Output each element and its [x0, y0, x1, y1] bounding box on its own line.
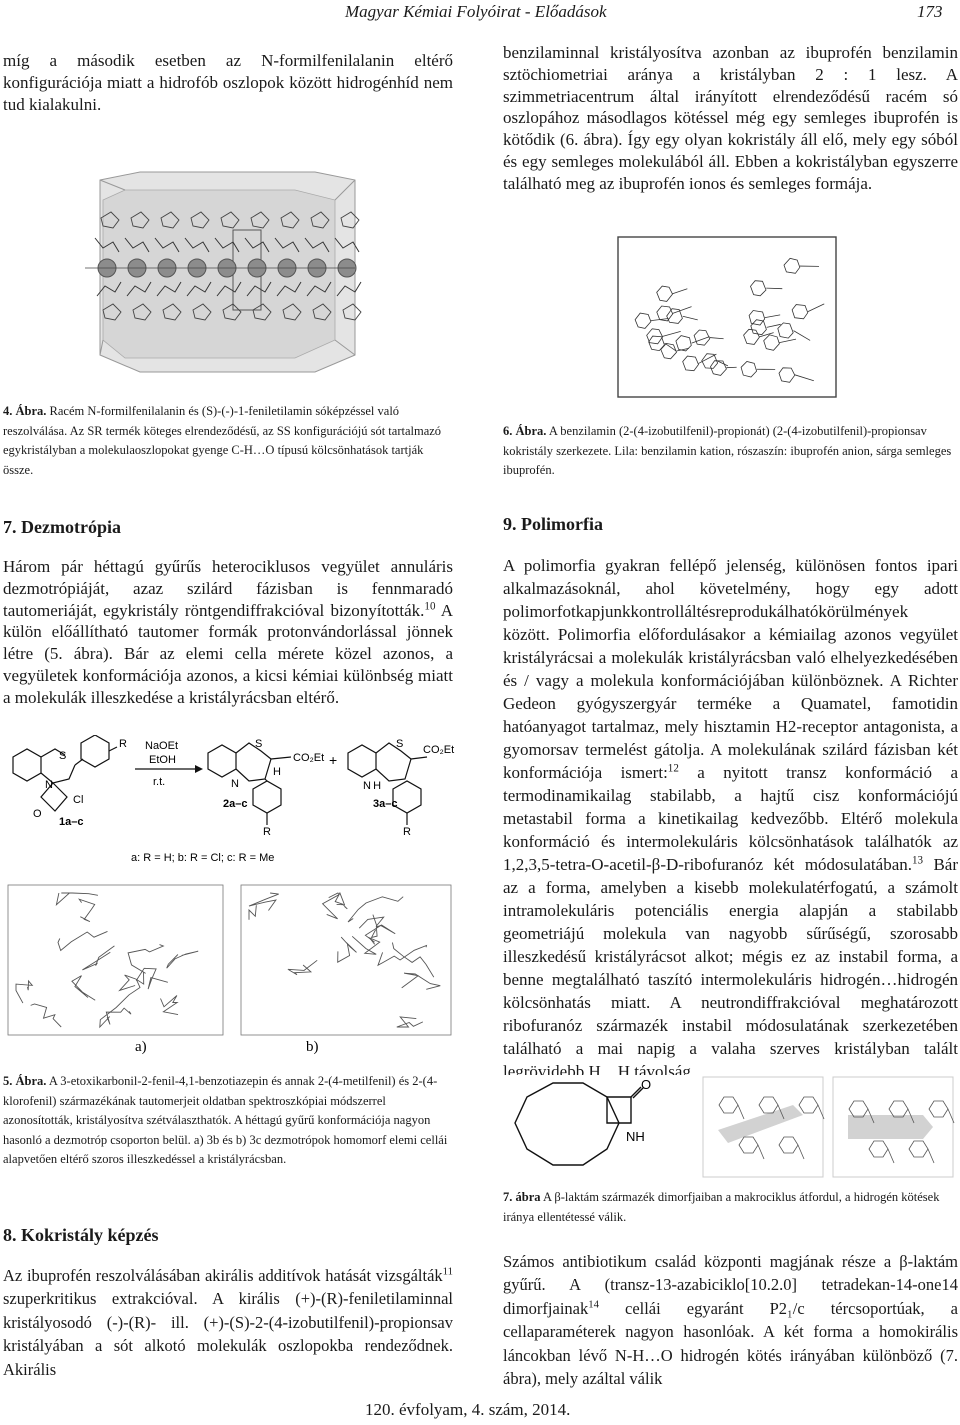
- figure-5-caption: [3, 1072, 453, 1170]
- final-text-b: cellái egyaránt P2₁/c tércsoportúak, a cellaparaméterek nagyon hasonlóak. A két forma a homokirális láncokban lévő N-H…O hidrogén kötés irányában különböző (7. ábra), mely azáltal válik: [503, 1298, 958, 1389]
- label-2a-c: 2a–c: [223, 798, 248, 810]
- atom-r-3: R: [403, 826, 411, 838]
- section-9-text-a: A polimorfia gyakran fellépő jelenség, különösen fontos ipari alkalmazásoknál, ahol követelmény, hogy egy adott polimorfotkapjunkkontrolláltésreprodukálhatókörülmények között. Polimorfia előfordulásakor a kémiailag azonos vegyület kristályrácsai a molekulák kristályrácsban való elhelyezkedésében és / vagy a molekula konformációjában különböznek. A Richter Gedeon gyógyszergyár terméke a Quamatel, famotidin hatóanyagot tartalmaz, mely hisztamin H2-receptor antagonista, a gyomorsav termelést gátolja. A molekulának szilárd fázisban két konformációja ismert:: [503, 556, 958, 782]
- figure-6-cocrystal: [613, 232, 841, 402]
- final-text-a: Számos antibiotikum család központi magjának része a β-laktám gyűrű. A (transz-13-azabiciklo[10.2.0] tetradekan-14-one14 dimorfjainak: [503, 1252, 958, 1318]
- dimorph-panel-1: [703, 1077, 824, 1177]
- section-8-title: 8. Kokristály képzés: [3, 1225, 159, 1245]
- figure-7-caption: [503, 1188, 958, 1227]
- atom-s-2: S: [255, 738, 263, 750]
- figure-7-caption-text: A β-laktám származék dimorfjaiban a makrociklus átfordul, a hidrogén kötések iránya ellentétessé válik.: [503, 1190, 940, 1224]
- figure-5-label: 5. Ábra.: [3, 1074, 47, 1088]
- label-1a-c: 1a–c: [59, 816, 84, 828]
- atom-o-7: O: [641, 1077, 652, 1092]
- panel-b-label: b): [306, 1039, 319, 1055]
- plus-sign: +: [329, 752, 338, 768]
- section-9-text-b: a nyitott transz konformáció a termodinamikailag stabilabb, a hajtű cisz konformációjú metastabil forma a kinetikailag kedvezőbb. Eltérő molekula konformáció és intermolekuláris kölcsönhatások találhatók az 1,2,3,5-tetra-O-acetil-β-D-ribofuranóz két módosulatában.: [503, 763, 959, 874]
- ref-10: 10: [424, 599, 436, 612]
- atom-n-2: N: [231, 778, 239, 790]
- section-7-title: 7. Dezmotrópia: [3, 517, 121, 537]
- section-7-text-a: Három pár héttagú gyűrűs heterociklusos vegyület annuláris dezmotrópiáját, azaz szilárd fázisban is fennmaradó tautomeriáját, egykristály röntgendiffrakcióval bizonyították.: [3, 557, 453, 620]
- compound-2: [208, 743, 291, 825]
- section-8-text: [3, 1264, 453, 1381]
- reagent-etoh: EtOH: [149, 754, 176, 766]
- atom-nh-7: NH: [626, 1129, 645, 1144]
- left-intro-text: míg a második esetben az N-formilfenilalanin eltérő konfigurációja miatt a hidrofób oszlopok között hidrogénhíd nem tud kialakulni.: [3, 51, 453, 114]
- figure-5: [3, 735, 455, 1065]
- section-8-text-a: Az ibuprofén reszolválásában akirális additívok hatását vizsgálták: [3, 1266, 443, 1285]
- ref-14: 14: [588, 1298, 599, 1311]
- right-intro-text: benzilaminnal kristályosítva azonban az ibuprofén benzilamin sztöchiometriai aránya a kristályban 2 : 1 lesz. A szimmetriacentrum által irányított elrendeződésű racém só oszlopához másodlagos kötéssel még egy semleges ibuprofén is kötődik (6. ábra). Így egy olyan kokristály áll elő, mely egy sóból és egy semleges molekulából áll. Ebben a kokristályban egyszerre található meg az ibuprofén ionos és semleges formája.: [503, 43, 958, 193]
- atom-cl-1: Cl: [73, 794, 84, 806]
- packing-panel-b: [241, 885, 451, 1035]
- atom-r-1: R: [119, 738, 127, 750]
- substituents-legend: a: R = H; b: R = Cl; c: R = Me: [131, 852, 275, 864]
- section-9-title: 9. Polimorfia: [503, 514, 603, 534]
- panel-a-label: a): [135, 1039, 147, 1055]
- macrocycle-structure: [515, 1083, 643, 1165]
- ref-11: 11: [442, 1265, 453, 1278]
- atom-o-1: O: [33, 808, 42, 820]
- ref-13: 13: [911, 854, 924, 867]
- footer-issue: 120. évfolyam, 4. szám, 2014.: [365, 1400, 571, 1419]
- figure-7-label: 7. ábra: [503, 1190, 541, 1204]
- section-8-text-b: szuperkritikus extrakcióval. A királis (+)-(R)-feniletilaminnal kristályosodó (-)-(R)- ill. (+)-(S)-2-(4-izobutilfenil)-propionsav kristályában a sót alkotó molekulák oszlopokba rendeződnek. Akirális: [3, 1289, 453, 1379]
- figure-4-caption-text: Racém N-formilfenilalanin és (S)-(-)-1-feniletilamin sóképzéssel való reszolválása. Az SR termék köteges elrendeződésű, az SS konfigurációjú sót tartalmazó egykristályban a molekulaoszlopokat gyenge C-H…O típusú kölcsönhatások tartják össze.: [3, 404, 442, 477]
- co2et-3: CO₂Et: [423, 744, 455, 756]
- figure-7-beta-lactam: [503, 1075, 958, 1180]
- compound-3: [348, 743, 427, 825]
- atom-s-3: S: [396, 738, 404, 750]
- atom-nh-3: N H: [363, 780, 382, 792]
- ref-12: 12: [667, 762, 679, 775]
- atom-n-1: N: [45, 779, 53, 791]
- figure-4-label: 4. Ábra.: [3, 404, 47, 418]
- co2et-2: CO₂Et: [293, 752, 325, 764]
- figure-5-caption-text: A 3-etoxikarbonil-2-fenil-4,1-benzotiazepin és annak 2-(4-metilfenil) és 2-(4-klorofenil) származékának tautomerjeit oldatban spektroszkópiai módszerrel azonosították, kristályosítva szétválaszthatók. A héttagú gyűrű konformációja nagyon hasonló a dezmotróp csoporton belül. a) 3b és b) 3c dezmotrópok homomorf elemi cellái alapvetően eltérő szoros illeszkedéssel a kristályrácsban.: [3, 1074, 448, 1166]
- figure-6-caption-text: A benzilamin (2-(4-izobutilfenil)-propionát) (2-(4-izobutilfenil)-propionsav kokristály szerkezete. Lila: benzilamin kation, rószaszín: ibuprofén anion, sárga semleges ibuprofén.: [503, 424, 952, 477]
- packing-panel-a: [8, 885, 223, 1035]
- right-final-text: [503, 1250, 958, 1390]
- label-3a-c: 3a–c: [373, 798, 398, 810]
- section-7-text: [3, 556, 453, 709]
- figure-4-crystal-packing: [55, 160, 390, 390]
- section-9-text: [503, 554, 958, 1083]
- page-number: 173: [917, 2, 943, 21]
- atom-s-1: S: [59, 750, 67, 762]
- compound-1: [13, 735, 117, 811]
- atom-r-2: R: [263, 826, 271, 838]
- section-9-text-c: Bár az a forma, amelyben a kisebb molekulatérfogatú, a számolt intramolekuláris potenciális energia alapján a stabilabb geometriájú molekula van nagyobb sűrűségű, szorosabb illeszkedésű kristályrácsot alkot; mégis ez az instabil forma, a benne megtalálható taszító intermolekuláris hidrogén…hidrogén kölcsönhatás miatt. A neutrondiffrakcióval meghatározott ribofuranóz származék instabil módosulatának szerkezetében található a mai napig a valaha szerves kristályban talált legrövidebb H…H távolság.: [503, 855, 958, 1081]
- figure-6-caption: [503, 422, 958, 481]
- figure-6-label: 6. Ábra.: [503, 424, 547, 438]
- section-7-text-b: A külön előállítható tautomer formák protonvándorlással jönnek létre (5. ábra). Bár az elemi cella mérete közel azonos, a vegyületek konformációja azonos, a kicsi kémiai különbség miatt a molekulák illeszkedése a kristályrácsban eltérő.: [3, 600, 453, 707]
- reagent-rt: r.t.: [153, 776, 166, 788]
- atom-h-2: H: [273, 766, 281, 778]
- reagent-naoet: NaOEt: [145, 740, 179, 752]
- dimorph-panel-2: [833, 1077, 954, 1177]
- figure-4-caption: [3, 402, 453, 480]
- journal-header: Magyar Kémiai Folyóirat - Előadások: [345, 2, 607, 21]
